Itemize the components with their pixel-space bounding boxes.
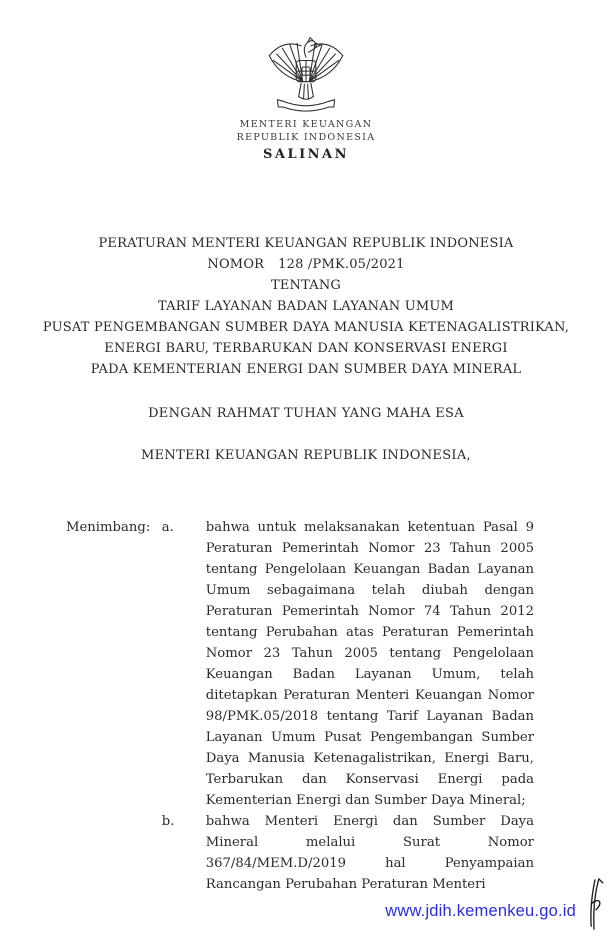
title-subject-line-4: PADA KEMENTERIAN ENERGI DAN SUMBER DAYA MINERAL bbox=[90, 362, 522, 377]
jdih-url-link[interactable]: www.jdih.kemenkeu.go.id bbox=[385, 902, 576, 920]
regulation-title bbox=[0, 233, 612, 380]
considering-items bbox=[162, 517, 534, 895]
handwritten-initial-mark bbox=[583, 877, 607, 931]
considering-item-b bbox=[162, 811, 534, 895]
initial-squiggle-icon bbox=[583, 877, 607, 931]
considering-section bbox=[66, 517, 534, 895]
considering-colon: : bbox=[145, 520, 151, 535]
authority-line: MENTERI KEUANGAN REPUBLIK INDONESIA, bbox=[141, 448, 471, 463]
ministry-name bbox=[0, 119, 612, 144]
considering-item-a bbox=[162, 517, 534, 811]
garuda-pancasila-emblem bbox=[265, 36, 347, 116]
garuda-emblem-icon bbox=[265, 36, 347, 116]
title-subject-line-3: ENERGI BARU, TERBARUKAN DAN KONSERVASI ENERGI bbox=[104, 341, 508, 356]
item-b-marker: b. bbox=[161, 814, 175, 829]
considering-label: Menimbang bbox=[66, 520, 146, 535]
ministry-line-1: MENTERI KEUANGAN bbox=[239, 119, 373, 130]
invocation-line: DENGAN RAHMAT TUHAN YANG MAHA ESA bbox=[148, 406, 464, 421]
nomor-value: 128 /PMK.05/2021 bbox=[278, 257, 405, 272]
item-b-text: bahwa Menteri Energi dan Sumber Daya Mineral melalui Surat Nomor 367/84/MEM.D/2019 hal Penyampaian Rancangan Perubahan Peraturan Menteri bbox=[205, 814, 534, 892]
item-a-text: bahwa untuk melaksanakan ketentuan Pasal 9 Peraturan Pemerintah Nomor 23 Tahun 2005 tentang Pengelolaan Keuangan Badan Layanan Umum sebagaimana telah diubah dengan Peraturan Pemerintah Nomor 74 Tahun 2012 tentang Perubahan atas Peraturan Pemerintah Nomor 23 Tahun 2005 tentang Pengelolaan Keuangan Badan Layanan Umum, telah ditetapkan Peraturan Menteri Keuangan Nomor 98/PMK.05/2018 tentang Tarif Layanan Badan Layanan Umum Pusat Pengembangan Sumber Daya Manusia Ketenagalistrikan, Energi Baru, Terbarukan dan Konservasi Energi pada Kementerian Energi dan Sumber Daya Mineral; bbox=[205, 520, 534, 808]
title-line-regulation: PERATURAN MENTERI KEUANGAN REPUBLIK INDONESIA bbox=[98, 236, 514, 251]
copy-stamp: SALINAN bbox=[262, 147, 350, 162]
title-subject-line-2: PUSAT PENGEMBANGAN SUMBER DAYA MANUSIA KETENAGALISTRIKAN, bbox=[42, 320, 570, 335]
ministry-line-2: REPUBLIK INDONESIA bbox=[236, 131, 376, 143]
nomor-label: NOMOR bbox=[207, 257, 265, 272]
item-a-marker: a. bbox=[161, 520, 174, 535]
title-line-nomor bbox=[0, 254, 612, 275]
title-line-tentang: TENTANG bbox=[270, 278, 342, 293]
title-subject-line-1: TARIF LAYANAN BADAN LAYANAN UMUM bbox=[157, 299, 455, 314]
